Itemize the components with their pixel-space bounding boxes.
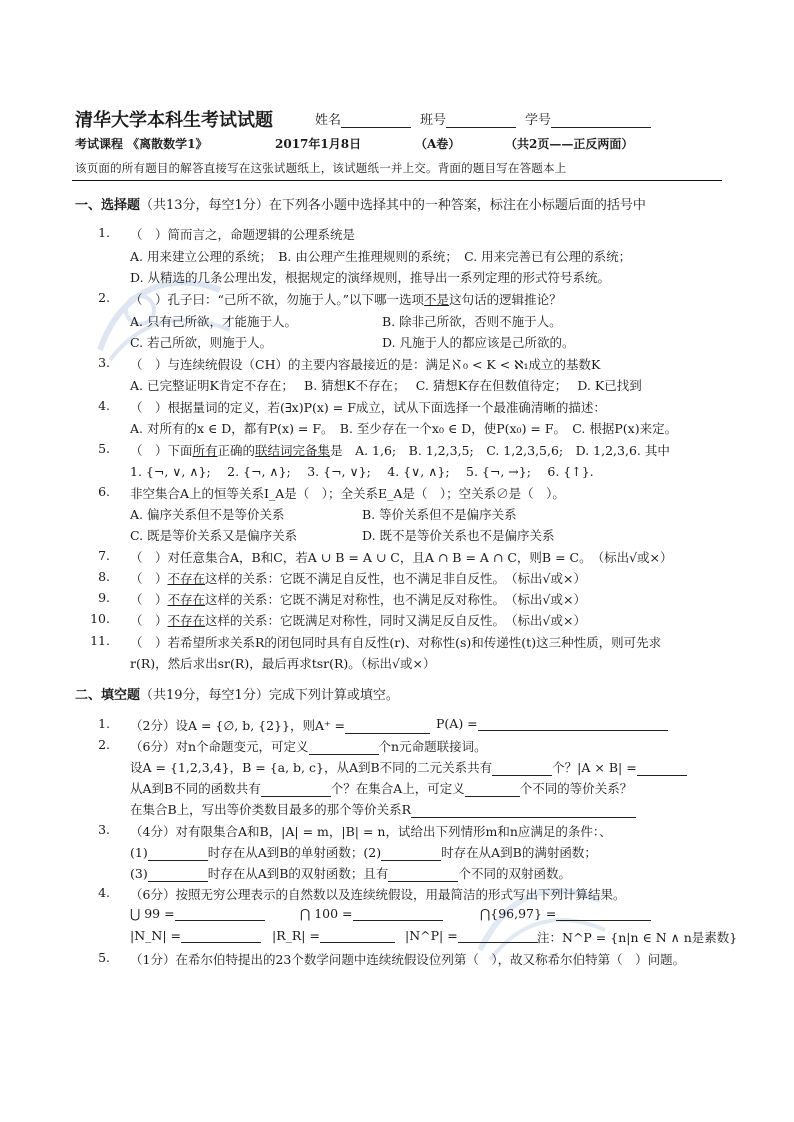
- fill-question: (1) 时存在从A到B的单射函数；(2) 时存在从A到B的满射函数；: [130, 845, 597, 860]
- question-number: 2.: [98, 290, 110, 305]
- fill-question: |N^P| =: [405, 928, 538, 943]
- fill-question: 从A到B不同的函数共有 个？在集合A上，可定义 个不同的等价关系？: [130, 781, 633, 796]
- note: 注：N^P = {n|n ∈ N ∧ n是素数}: [537, 930, 738, 945]
- question-number: 9.: [98, 590, 110, 605]
- answer-blank[interactable]: [381, 846, 441, 861]
- answer-blank[interactable]: [478, 716, 668, 731]
- question-stem: （ ）下面所有正确的联结词完备集是 A. 1,6; B. 1,2,3,5; C. 1,2,3,5,6; D. 1,2,3,6. 其中: [130, 443, 670, 458]
- question-stem: （ ）根据量词的定义，若(∃x)P(x) = F成立，试从下面选择一个最准确清晰的描述：: [130, 400, 606, 415]
- question-stem: （ ）若希望所求关系R的闭包同时具有自反性(r)、对称性(s)和传递性(t)这三种性质，则可先求: [130, 635, 662, 650]
- class-blank[interactable]: [446, 113, 516, 128]
- question-number: 1.: [98, 225, 110, 240]
- option-c: C. 若己所欲，则施于人。: [130, 335, 273, 350]
- section-1-heading: 一、选择题（共13分，每空1分）在下列各小题中选择其中的一种答案，标注在小标题后面的括号中: [75, 198, 646, 213]
- name-label: 姓名: [315, 109, 411, 128]
- fill-question: ⋂ 100 =: [300, 906, 443, 921]
- question-number: 7.: [98, 548, 110, 563]
- question-number: 1.: [98, 716, 110, 731]
- question-number: 3.: [98, 355, 110, 370]
- school-title: 清华大学本科生考试试题: [75, 110, 273, 131]
- question-number: 4.: [98, 398, 110, 413]
- question-stem: （ ）与连续统假设（CH）的主要内容最接近的是：满足ℵ₀ < K < ℵ₁成立的基数K: [130, 357, 601, 372]
- fill-question: （1分）在希尔伯特提出的23个数学问题中连续统假设位列第（ ），故又称希尔伯特第（ ）问题。: [130, 952, 686, 967]
- answer-blank[interactable]: [181, 928, 261, 943]
- answer-blank[interactable]: [556, 906, 651, 921]
- question-options: 1. {¬, ∨, ∧}; 2. {¬, ∧}; 3. {¬, ∨}; 4. {∨, ∧}; 5. {¬, →}; 6. {↑}.: [130, 464, 594, 479]
- question-stem: （ ）孔子曰：“己所不欲，勿施于人。”以下哪一选项不是这句话的逻辑推论？: [130, 292, 562, 307]
- answer-blank[interactable]: [492, 761, 552, 776]
- question-options: A. 对所有的x ∈ D，都有P(x) = F。 B. 至少存在一个x₀ ∈ D，使P(x₀) = F。 C. 根据P(x)来定。: [130, 421, 678, 436]
- fill-question: 设A = {1,2,3,4}，B = {a, b, c}，从A到B不同的二元关系共有 个？|A × B| =: [130, 758, 687, 776]
- option-a: A. 偏序关系但不是等价关系: [130, 507, 285, 522]
- question-number: 8.: [98, 569, 110, 584]
- exam-date: 2017年1月8日: [275, 137, 362, 151]
- header-divider: [72, 180, 722, 181]
- question-stem: 非空集合A上的恒等关系I_A是（ ）；全关系E_A是（ ）；空关系∅是（ ）。: [130, 486, 565, 501]
- fill-question: 在集合B上，写出等价类数目最多的那个等价关系R: [130, 800, 636, 818]
- question-number: 2.: [98, 737, 110, 752]
- fill-question: |N_N| =: [130, 928, 261, 943]
- question-options: A. 已完整证明K肯定不存在； B. 猜想K不存在； C. 猜想K存在但数值待定； D. K已找到: [130, 378, 642, 393]
- fill-question: ⋃ 99 =: [130, 906, 265, 921]
- question-options: A. 用来建立公理的系统； B. 由公理产生推理规则的系统； C. 用来完善已有公理的系统；: [130, 249, 632, 264]
- class-label: 班号: [420, 109, 516, 128]
- answer-blank[interactable]: [458, 928, 538, 943]
- question-stem: （ ）不存在这样的关系：它既满足对称性，同时又满足反自反性。 （标出√或×）: [130, 613, 586, 628]
- option-d: D. 凡施于人的都应该是己所欲的。: [382, 335, 575, 350]
- id-label: 学号: [525, 109, 651, 128]
- question-number: 3.: [98, 822, 110, 837]
- fill-question: （4分）对有限集合A和B，|A| = m，|B| = n，试给出下列情形m和n应满足的条件：、: [130, 824, 612, 839]
- fill-question: （6分）对n个命题变元，可定义 个n元命题联接词。: [130, 739, 487, 754]
- question-number: 5.: [98, 441, 110, 456]
- fill-question: P(A) =: [436, 716, 668, 731]
- option-a: A. 只有己所欲，才能施于人。: [130, 314, 297, 329]
- question-number: 6.: [98, 484, 110, 499]
- exam-info: [75, 135, 715, 153]
- question-stem: （ ）不存在这样的关系：它既不满足对称性，也不满足反对称性。 （标出√或×）: [130, 592, 586, 607]
- answer-blank[interactable]: [345, 719, 430, 734]
- answer-blank[interactable]: [465, 782, 520, 797]
- fill-question: （6分）按照无穷公理表示的自然数以及连续统假设，用最简洁的形式写出下列计算结果。: [130, 887, 626, 902]
- question-stem: r(R)，然后求出sr(R)，最后再求tsr(R)。（标出√或×）: [130, 656, 436, 671]
- answer-blank[interactable]: [309, 740, 379, 755]
- instructions: 该页面的所有题目的解答直接写在这张试题纸上，该试题纸一并上交。背面的题目写在答题本上: [75, 161, 567, 175]
- answer-blank[interactable]: [148, 867, 208, 882]
- answer-blank[interactable]: [261, 782, 331, 797]
- question-number: 10.: [90, 611, 110, 626]
- option-c: C. 既是等价关系又是偏序关系: [130, 528, 298, 543]
- question-stem: （ ）不存在这样的关系：它既不满足自反性，也不满足非自反性。 （标出√或×）: [130, 571, 586, 586]
- fill-question: |R_R| =: [272, 928, 395, 943]
- answer-blank[interactable]: [320, 928, 395, 943]
- section-2-heading: 二、填空题（共19分，每空1分）完成下列计算或填空。: [75, 688, 399, 703]
- question-options: D. 从精选的几条公理出发，根据规定的演绎规则，推导出一系列定理的形式符号系统。: [130, 270, 611, 285]
- question-number: 4.: [98, 885, 110, 900]
- fill-question: (3) 时存在从A到B的双射函数；且有 个不同的双射函数。: [130, 866, 571, 881]
- option-b: B. 除非己所欲，否则不施于人。: [382, 314, 562, 329]
- question-number: 11.: [90, 633, 110, 648]
- question-stem: （ ）简而言之，命题逻辑的公理系统是: [130, 227, 356, 242]
- exam-header: [75, 106, 705, 131]
- option-d: D. 既不是等价关系也不是偏序关系: [362, 528, 555, 543]
- fill-question: （2分）设A = {∅, b, {2}}，则A⁺ =: [130, 716, 430, 734]
- fill-question: ⋂{96,97} =: [480, 906, 651, 921]
- paper-version: （A卷）: [415, 137, 461, 151]
- answer-blank[interactable]: [388, 867, 458, 882]
- answer-blank[interactable]: [353, 906, 443, 921]
- answer-blank[interactable]: [411, 803, 636, 818]
- page-count: （共2页——正反两面）: [505, 137, 634, 151]
- name-blank[interactable]: [341, 113, 411, 128]
- answer-blank[interactable]: [175, 906, 265, 921]
- answer-blank[interactable]: [637, 761, 687, 776]
- question-number: 5.: [98, 950, 110, 965]
- option-b: B. 等价关系但不是偏序关系: [362, 507, 517, 522]
- course-name: 考试课程 《离散数学1》: [75, 137, 208, 151]
- question-stem: （ ）对任意集合A，B和C，若A ∪ B = A ∪ C，且A ∩ B = A ∩ C，则B = C。 （标出√或×）: [130, 550, 673, 565]
- id-blank[interactable]: [551, 113, 651, 128]
- answer-blank[interactable]: [148, 846, 208, 861]
